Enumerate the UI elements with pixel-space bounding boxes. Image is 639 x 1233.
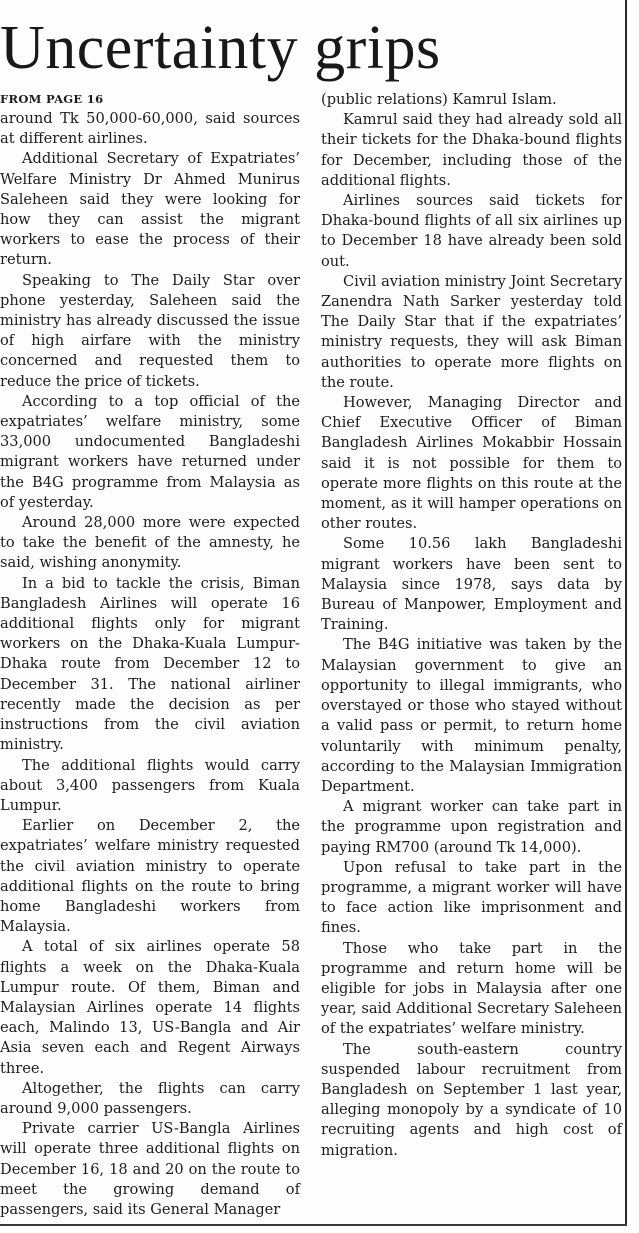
paragraph: A total of six airlines operate 58 flights a week on the Dhaka-Kuala Lumpur route. Of them, Biman and Malaysian Airlines operate 14 flights each, Malindo 13, US-Bangla and Air Asia seven each and Regent Airways three. xyxy=(0,938,300,1077)
paragraph: Upon refusal to take part in the programme, a migrant worker will have to face action like imprisonment and fines. xyxy=(321,858,622,937)
paragraph: Kamrul said they had already sold all their tickets for the Dhaka-bound flights for December, including those of the additional flights. xyxy=(321,111,622,189)
paragraph: In a bid to tackle the crisis, Biman Bangladesh Airlines will operate 16 additional flights only for migrant workers on the Dhaka-Kuala Lumpur-Dhaka route from December 12 to December 31. The national airliner recently made the decision as per instructions from the civil aviation ministry. xyxy=(0,574,300,754)
paragraph: According to a top official of the expatriates’ welfare ministry, some 33,000 undocumented Bangladeshi migrant workers have returned under the B4G programme from Malaysia as of yesterday. xyxy=(0,392,300,511)
paragraph: Earlier on December 2, the expatriates’ welfare ministry requested the civil aviation ministry to operate additional flights on the route to bring home Bangladeshi workers from Malaysia. xyxy=(0,817,300,936)
column-rule-bottom xyxy=(0,1224,627,1226)
paragraph: Some 10.56 lakh Bangladeshi migrant workers have been sent to Malaysia since 1978, says data by Bureau of Manpower, Employment and Training. xyxy=(321,535,622,634)
paragraph: The south-eastern country suspended labour recruitment from Bangladesh on September 1 last year, alleging monopoly by a syndicate of 10 recruiting agents and high cost of migration. xyxy=(321,1040,622,1159)
paragraph: The additional flights would carry about 3,400 passengers from Kuala Lumpur. xyxy=(0,756,300,814)
article-column-right xyxy=(321,90,622,1161)
paragraph: Those who take part in the programme and return home will be eligible for jobs in Malaysia after one year, said Additional Secretary Saleheen of the expatriates’ welfare ministry. xyxy=(321,939,622,1038)
paragraph: However, Managing Director and Chief Executive Officer of Biman Bangladesh Airlines Mokabbir Hossain said it is not possible for them to operate more flights on this route at the moment, as it will hamper operations on other routes. xyxy=(321,394,622,533)
paragraph: Around 28,000 more were expected to take the benefit of the amnesty, he said, wishing anonymity. xyxy=(0,514,300,572)
paragraph: Additional Secretary of Expatriates’ Welfare Ministry Dr Ahmed Munirus Saleheen said they were looking for how they can assist the migrant workers to ease the process of their return. xyxy=(0,150,300,269)
paragraph: (public relations) Kamrul Islam. xyxy=(321,91,557,108)
headline: Uncertainty grips xyxy=(0,14,441,82)
paragraph: Altogether, the flights can carry around 9,000 passengers. xyxy=(0,1079,300,1117)
paragraph: A migrant worker can take part in the programme upon registration and paying RM700 (around Tk 14,000). xyxy=(321,798,622,856)
paragraph: Private carrier US-Bangla Airlines will operate three additional flights on December 16, 18 and 20 on the route to meet the growing demand of passengers, said its General Manager xyxy=(0,1120,300,1218)
paragraph: Speaking to The Daily Star over phone yesterday, Saleheen said the ministry has already discussed the issue of high airfare with the ministry concerned and requested them to reduce the price of tickets. xyxy=(0,271,300,390)
column-rule-right xyxy=(625,0,627,1226)
jump-label: FROM PAGE 16 xyxy=(0,92,104,106)
paragraph: Civil aviation ministry Joint Secretary Zanendra Nath Sarker yesterday told The Daily Star that if the expatriates’ ministry requests, they will ask Biman authorities to operate more flights on the route. xyxy=(321,272,622,391)
article-column-left xyxy=(0,90,300,1220)
paragraph: The B4G initiative was taken by the Malaysian government to give an opportunity to illegal immigrants, who overstayed or those who stayed without a valid pass or permit, to return home voluntarily with minimum penalty, according to the Malaysian Immigration Department. xyxy=(321,636,622,795)
paragraph: around Tk 50,000-60,000, said sources at different airlines. xyxy=(0,110,300,148)
paragraph: Airlines sources said tickets for Dhaka-bound flights of all six airlines up to December 18 have already been sold out. xyxy=(321,192,622,270)
